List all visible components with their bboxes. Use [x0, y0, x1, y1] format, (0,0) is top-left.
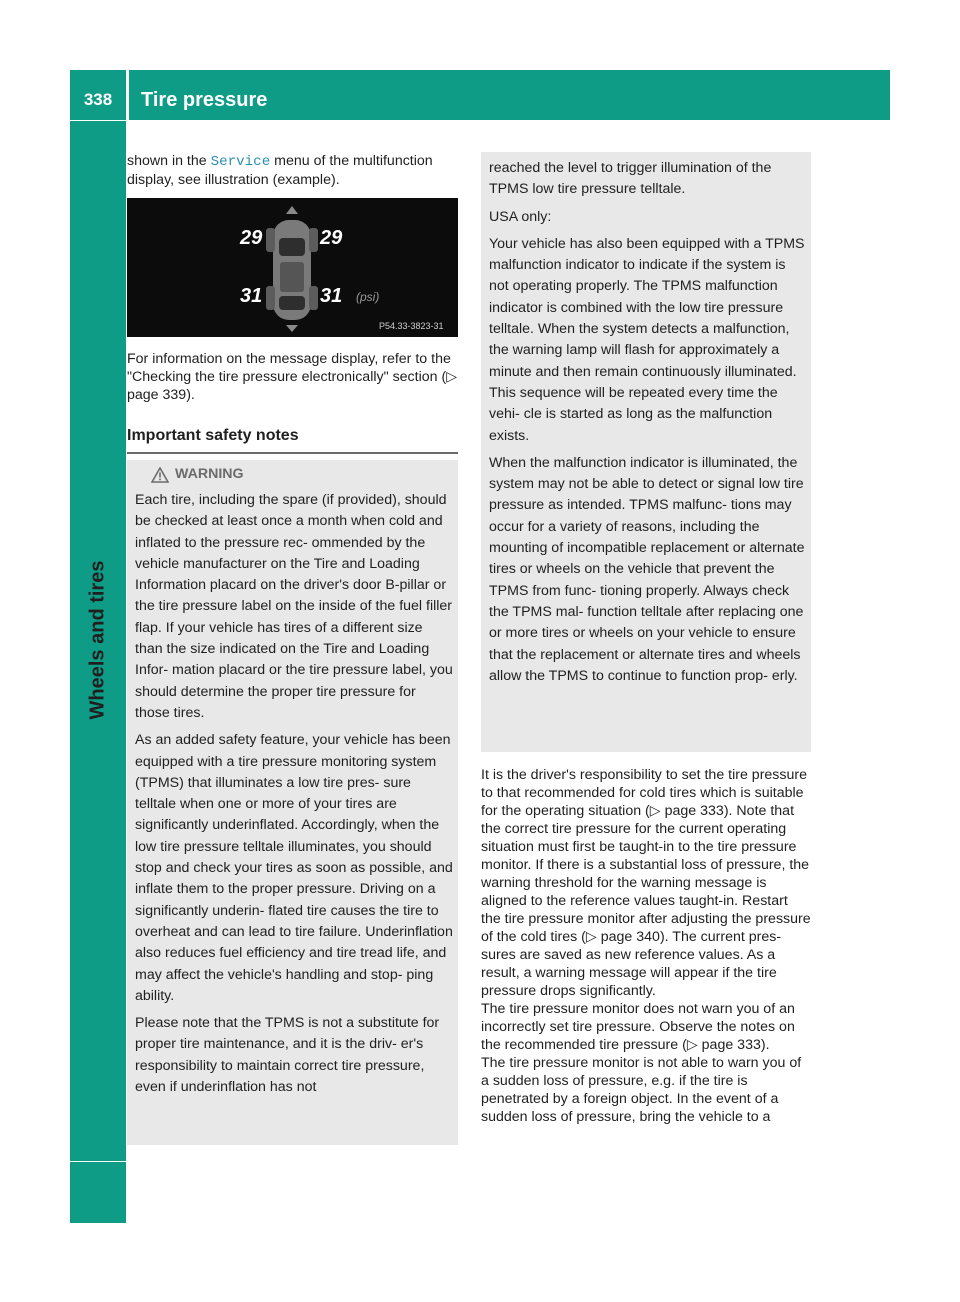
- warning-continuation-box: [481, 152, 811, 752]
- side-tab-marker: [70, 1162, 126, 1223]
- car-top-view-icon: [266, 220, 318, 320]
- tire-pressure-display-figure: [127, 198, 458, 337]
- heading-rule: [127, 452, 458, 454]
- page-ref-link[interactable]: page 333: [664, 803, 724, 819]
- warning-box: [127, 460, 458, 1145]
- warning-paragraph: Each tire, including the spare (if provided), should be checked at least once a month when cold and inflated to the pressure rec- ommended by the vehicle manufacturer on the Tire and Loading Information placard on the driver's door B-pillar or the tire pressure label on the inside of the fuel filler flap. If your vehicle has tires of a different size than the size indicated on the Tire and Loading Infor- mation placard or the tire pressure label, you should determine the proper tire pressure for those tires.: [135, 492, 453, 721]
- rear-right-pressure: 31: [320, 285, 343, 307]
- page-ref-arrow-icon: ▷: [686, 1037, 702, 1053]
- box-paragraph: USA only:: [489, 208, 552, 225]
- page-ref-link[interactable]: page 333: [701, 1037, 761, 1053]
- body-paragraph: The tire pressure monitor is not able to warn you of a sudden loss of pressure, e.g. if the tire is penetrated by a foreign object. In the event of a sudden loss of pressure, bring the vehicle to a: [481, 1055, 802, 1125]
- pressure-unit: (psi): [356, 290, 380, 304]
- warning-paragraph: As an added safety feature, your vehicle has been equipped with a tire pressure monitoring system (TPMS) that illuminates a low tire pres- sure telltale when one or more of your tires are significantly underinflated. Accordingly, when the low tire pressure telltale illuminates, you should stop and check your tires as soon as possible, and inflate them to the proper pressure. Driving on a significantly underin- flated tire causes the tire to overheat and can lead to tire failure. Underinflation also reduces fuel efficiency and tire tread life, and may affect the vehicle's handling and stop- ping ability.: [135, 732, 453, 1004]
- side-tab-label: Wheels and tires: [86, 560, 109, 720]
- page-ref-arrow-icon: ▷: [585, 929, 601, 945]
- box-paragraph: Your vehicle has also been equipped with a TPMS malfunction indicator to indicate if the system is not operating properly. The TPMS malfunction indicator is combined with the low tire pressure telltale. When the system detects a malfunction, the warning lamp will flash for approximately a minute and then remain continuously illuminated. This sequence will be repeated every time the vehi- cle is started as long as the malfunction exists.: [489, 235, 805, 444]
- intro-paragraph: shown in the Service menu of the multifunction display, see illustration (example).: [127, 153, 433, 188]
- rear-arrow-icon: [286, 325, 298, 332]
- header-divider: [126, 70, 129, 120]
- front-left-pressure: 29: [240, 227, 263, 249]
- front-arrow-icon: [286, 206, 298, 214]
- front-right-pressure: 29: [320, 227, 343, 249]
- page-ref-arrow-icon: ▷: [446, 369, 458, 385]
- warning-paragraph: Please note that the TPMS is not a substitute for proper tire maintenance, and it is the driv- er's responsibility to maintain correct tire pressure, even if underinflation has not: [135, 1015, 440, 1096]
- warning-triangle-icon: [151, 467, 169, 483]
- body-paragraph: It is the driver's responsibility to set the tire pressure to that recommended for cold tires which is suitable for the operating situation (▷ page 333). Note that the correct tire pressure for the current operating situation must first be taught-in to the tire pressure monitor. If there is a substantial loss of pressure, the warning threshold for the warning message is aligned to the reference values taught-in. Restart the tire pressure monitor after adjusting the pressure of the cold tires (▷ page 340). The current pres- sures are saved as new reference values. As a result, a warning message will appear if the tire pressure drops significantly.: [481, 767, 811, 999]
- body-paragraph: The tire pressure monitor does not warn you of an incorrectly set tire pressure. Observe the notes on the recommended tire pressure (▷ page 333).: [481, 1001, 795, 1053]
- page-ref-arrow-icon: ▷: [649, 803, 665, 819]
- section-heading: Important safety notes: [127, 427, 299, 444]
- page-ref-link[interactable]: page 340: [600, 929, 660, 945]
- box-paragraph: reached the level to trigger illumination of the TPMS low tire pressure telltale.: [489, 160, 772, 198]
- info-paragraph: For information on the message display, refer to the "Checking the tire pressure electronically" section (▷ page 339).: [127, 351, 458, 403]
- page-title: Tire pressure: [141, 89, 268, 111]
- page-ref-link[interactable]: page 339: [127, 387, 187, 403]
- right-body-text: [481, 766, 811, 1126]
- warning-title: WARNING: [175, 466, 244, 483]
- service-menu-term: Service: [210, 154, 271, 170]
- figure-code: P54.33-3823-31: [379, 321, 444, 331]
- page-number: 338: [83, 90, 113, 109]
- box-paragraph: When the malfunction indicator is illuminated, the system may not be able to detect or signal low tire pressure as intended. TPMS malfunc- tions may occur for a variety of reasons, including the mounting of incompatible replacement or alternate tires or wheels on the vehicle that prevent the TPMS from func- tioning properly. Always check the TPMS mal- function telltale after replacing one or more tires or wheels on your vehicle to ensure that the replacement or alternate tires and wheels allow the TPMS to continue to function prop- erly.: [489, 454, 805, 684]
- rear-left-pressure: 31: [240, 285, 263, 307]
